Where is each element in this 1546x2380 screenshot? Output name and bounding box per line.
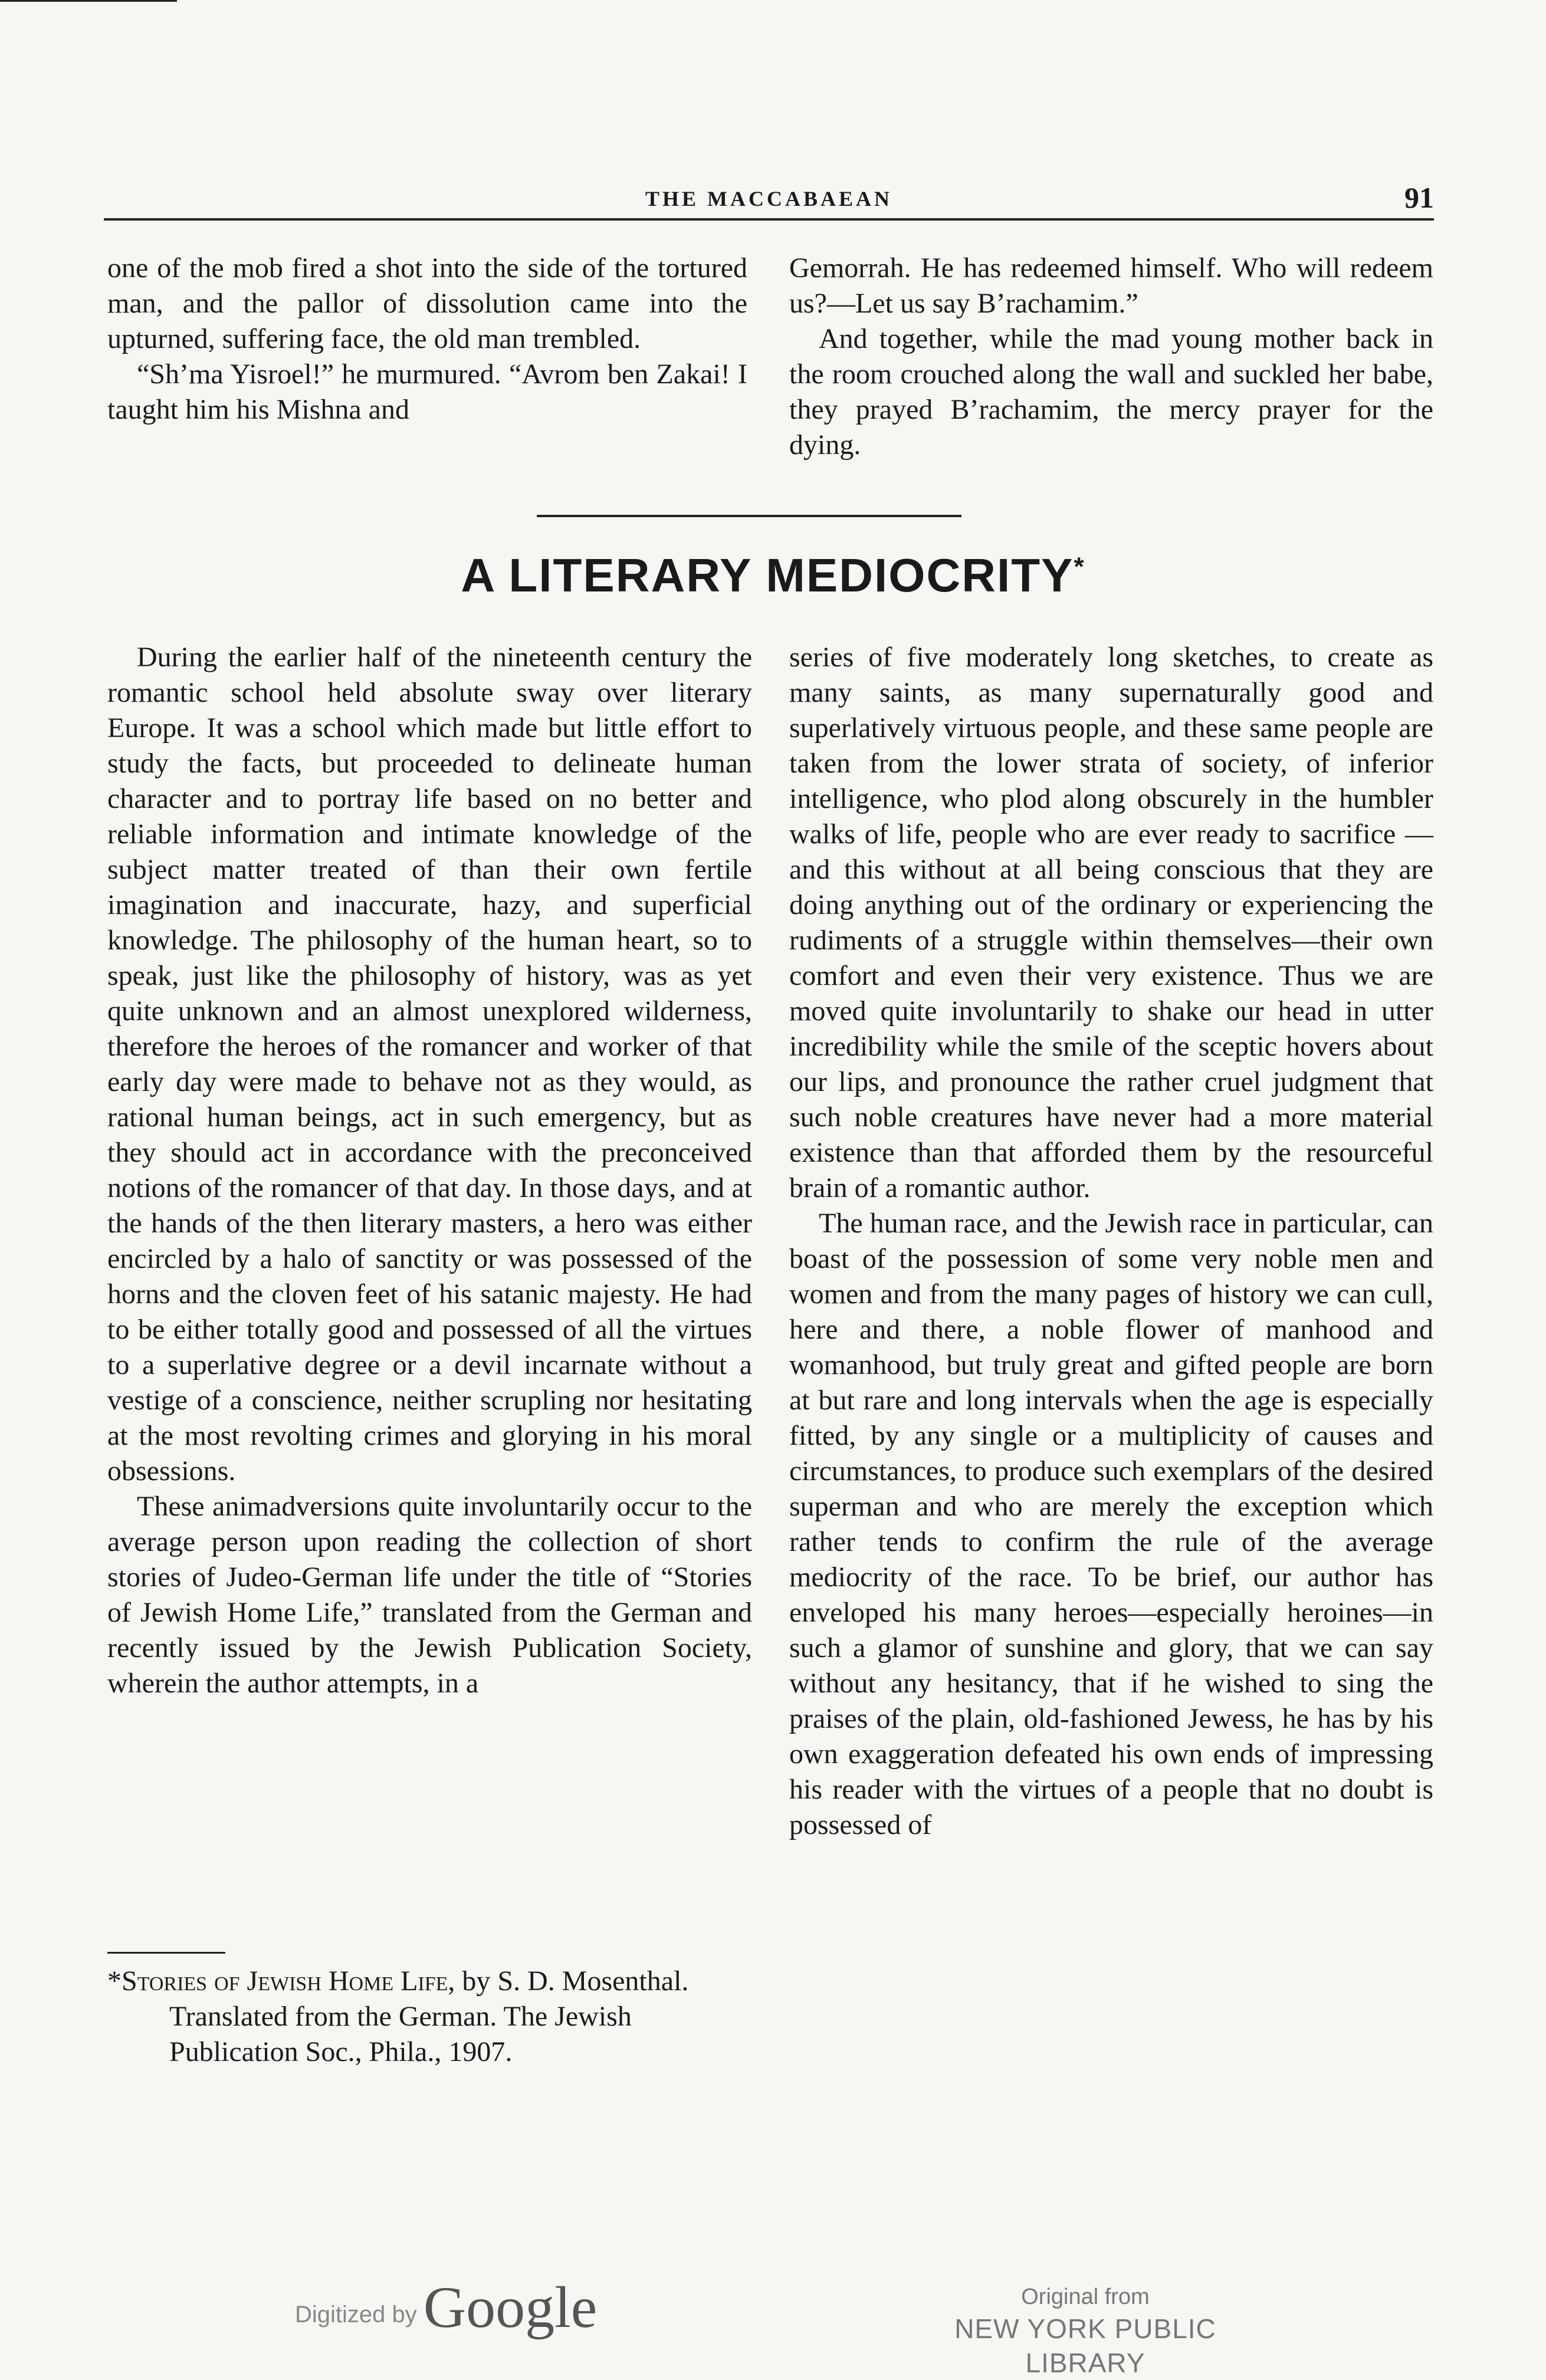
footnote-rule: [107, 1952, 225, 1954]
previous-story-left-column: [107, 251, 747, 428]
library-name: NEW YORK PUBLIC LIBRARY: [954, 2313, 1216, 2378]
previous-story-right-column: [789, 251, 1433, 463]
article-right-column: [789, 640, 1433, 1843]
footnote-citation: , by S. D. Mosenthal. Translated from the German. The Jewish Publication Soc., Phila., 1907.: [169, 1965, 689, 2067]
article-headline: [0, 548, 1546, 603]
google-logo: Google: [423, 2274, 598, 2340]
digitized-by-label: Digitized by: [295, 2302, 417, 2328]
paragraph: And together, while the mad young mother back in the room crouched along the wall and suckled her babe, they prayed B’rachamim, the mercy prayer for the dying.: [789, 323, 1433, 461]
footnote: [107, 1964, 752, 2070]
page-number: 91: [1404, 181, 1434, 214]
running-header: [104, 183, 1434, 221]
article-left-column: [107, 640, 752, 1701]
headline-text: A LITERARY MEDIOCRITY: [461, 549, 1074, 601]
paragraph: The human race, and the Jewish race in particular, can boast of the possession of some very noble men and women and from the many pages of history we can cull, here and there, a noble flower of manhood and womanhood, but truly great and gifted people are born at but rare and long intervals when the age is especially fitted, by any single or a multiplicity of causes and circumstances, to produce such exemplars of the desired superman and who are merely the exception which rather tends to confirm the rule of the average mediocrity of the race. To be brief, our author has enveloped his many heroes—especially heroines—in such a glamor of sunshine and glory, that we can say without any hesitancy, that if he wished to sing the praises of the plain, old-fashioned Jewess, he has by his own exaggeration defeated his own ends of impressing his reader with the virtues of a people that no doubt is possessed of: [789, 1208, 1433, 1840]
footnote-marker: *: [1074, 552, 1085, 581]
footnote-book-title: Stories of Jewish Home Life: [122, 1965, 448, 1997]
running-title: THE MACCABAEAN: [645, 187, 892, 211]
paragraph: During the earlier half of the nineteenth century the romantic school held absolute sway over literary Europe. It was a school which made but little effort to study the facts, but proceeded to delineate human character and to portray life based on no better and reliable information and intimate knowledge of the subject matter treated of than their own fertile imagination and inaccurate, hazy, and superficial knowledge. The philosophy of the human heart, so to speak, just like the philosophy of history, was as yet quite unknown and an almost unexplored wilderness, therefore the heroes of the romancer and worker of that early day were made to behave not as they would, as rational human beings, act in such emergency, but as they should act in accordance with the preconceived notions of the romancer of that day. In those days, and at the hands of the then literary masters, a hero was either encircled by a halo of sanctity or was possessed of the horns and the cloven feet of his satanic majesty. He had to be either totally good and possessed of all the virtues to a superlative degree or a devil incarnate without a vestige of a conscience, neither scrupling nor hesitating at the most revolting crimes and glorying in his moral obsessions.: [107, 642, 752, 1487]
footnote-text: [107, 1964, 752, 2070]
paragraph: one of the mob fired a shot into the side of the tortured man, and the pallor of dissolution came into the upturned, suffering face, the old man trembled.: [107, 252, 747, 354]
page-top-edge-line: [0, 0, 177, 2]
digitized-by-credit: [295, 2273, 597, 2341]
section-divider: [537, 515, 961, 517]
original-from-label: Original from: [1021, 2284, 1150, 2309]
footnote-mark: *: [107, 1965, 122, 1997]
paragraph: Gemorrah. He has redeemed himself. Who will redeem us?—Let us say B’rachamim.”: [789, 252, 1433, 319]
library-credit: [908, 2282, 1262, 2380]
paragraph: These animadversions quite involuntarily occur to the average person upon reading the collection of short stories of Judeo-German life under the title of “Stories of Jewish Home Life,” translated from the German and recently issued by the Jewish Publication Society, wherein the author attempts, in a: [107, 1491, 752, 1699]
paragraph: “Sh’ma Yisroel!” he murmured. “Avrom ben Zakai! I taught him his Mishna and: [107, 359, 747, 425]
paragraph: series of five moderately long sketches, to create as many saints, as many supernaturally good and superlatively virtuous people, and these same people are taken from the lower strata of society, of inferior intelligence, who plod along obscurely in the humbler walks of life, people who are ever ready to sacrifice —and this without at all being conscious that they are doing anything out of the ordinary or experiencing the rudiments of a struggle within themselves—their own comfort and even their very existence. Thus we are moved quite involuntarily to shake our head in utter incredibility while the smile of the sceptic hovers about our lips, and pronounce the rather cruel judgment that such noble creatures have never had a more material existence than that afforded them by the resourceful brain of a romantic author.: [789, 642, 1433, 1204]
